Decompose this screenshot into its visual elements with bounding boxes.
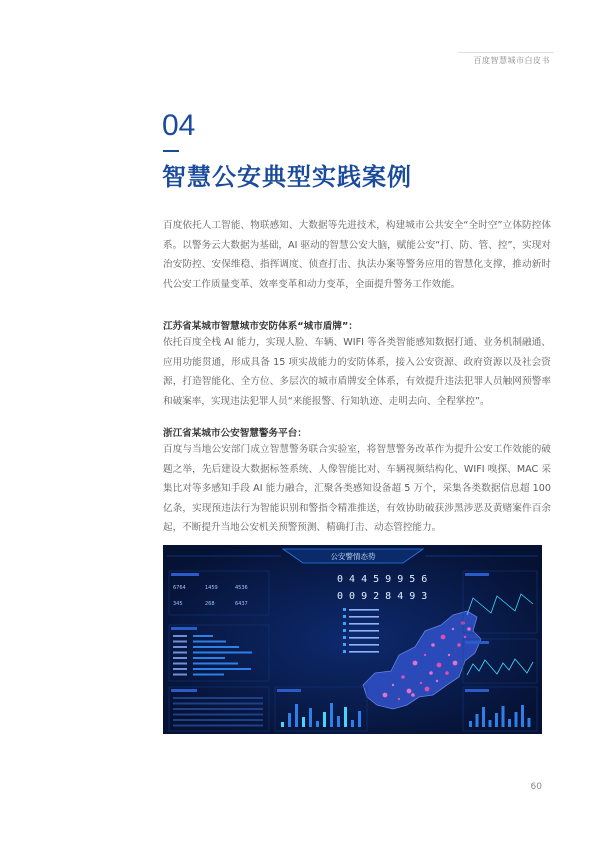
hotspot xyxy=(411,693,415,697)
legend-label xyxy=(349,616,379,618)
table-row-bar xyxy=(193,635,213,637)
case2-heading: 浙江省某城市公安智慧警务平台： xyxy=(163,428,307,439)
table-row-bar xyxy=(193,657,225,659)
bar xyxy=(482,707,485,727)
table-row xyxy=(173,725,263,727)
hotspot xyxy=(398,698,400,700)
bar xyxy=(351,720,354,727)
legend-marker xyxy=(343,608,346,611)
bar xyxy=(295,704,298,727)
legend-marker xyxy=(343,650,346,653)
table-row-label xyxy=(173,646,187,648)
table-row xyxy=(173,708,263,710)
table-row-bar xyxy=(193,646,239,648)
hotspot xyxy=(407,689,412,694)
hotspot xyxy=(429,671,433,675)
table-row-bar xyxy=(193,663,238,665)
table-row-label xyxy=(173,668,187,670)
bar xyxy=(515,712,518,727)
chapter-divider xyxy=(163,150,179,152)
dashboard-screenshot xyxy=(163,545,542,734)
hotspot xyxy=(457,643,461,647)
chapter-title: 智慧公安典型实践案例 xyxy=(162,163,412,191)
header-rule xyxy=(458,52,554,53)
hotspot xyxy=(441,635,446,640)
hotspot xyxy=(453,661,458,666)
hotspot xyxy=(383,693,388,698)
bar xyxy=(309,708,312,727)
bar xyxy=(281,722,284,727)
stat-5: 268 xyxy=(205,601,215,607)
bar xyxy=(330,703,333,727)
table-row xyxy=(173,714,263,716)
legend-marker xyxy=(343,629,346,632)
hotspot xyxy=(448,654,450,656)
stat-1: 6764 xyxy=(173,585,186,591)
hotspot xyxy=(431,643,435,647)
hotspot xyxy=(437,663,442,668)
case1-heading: 江苏省某城市智慧城市安防体系“城市盾牌”： xyxy=(163,321,358,332)
running-header: 百度智慧城市白皮书 xyxy=(473,56,550,65)
intro-paragraph: 百度依托人工智能、物联感知、大数据等先进技术，构建城市公共安全“全时空”立体防控体系。以警务云大数据为基础，AI 驱动的智慧公安大脑，赋能公安“打、防、管、控”，实现对治安防控、安保维稳、指挥调度、侦查打击、执法办案等警务应用的智慧化支撑，推动新时代公安工作质量变革、效率变革和动力变革，全面提升警务工作效能。 xyxy=(163,220,551,290)
bar xyxy=(489,720,492,727)
table-row xyxy=(173,703,263,705)
stat-3: 4536 xyxy=(235,585,248,591)
table-row xyxy=(173,697,263,699)
legend-label xyxy=(349,609,379,611)
legend-marker xyxy=(343,622,346,625)
hotspot xyxy=(445,671,449,675)
page-number: 60 xyxy=(530,782,542,792)
hotspot xyxy=(420,682,422,684)
table-row-bar xyxy=(193,652,252,654)
legend-label xyxy=(349,651,379,653)
hotspot xyxy=(425,687,430,692)
table-row-label xyxy=(173,635,187,637)
bar xyxy=(508,719,511,727)
table-row-label xyxy=(173,657,187,659)
table-row-label xyxy=(173,652,187,654)
case1-paragraph: 依托百度全栈 AI 能力，实现人脸、车辆、WIFI 等各类智能感知数据打通、业务机制融通、应用功能贯通，形成具备 15 项实战能力的安防体系，接入公安资源、政府资源以及社会资源，打造智能化、全方位、多层次的城市盾牌安全体系，有效提升违法犯罪人员触网预警率和破案率，实现违法犯罪人员“来能报警、行知轨迹、走明去向、全程掌控”。 xyxy=(163,337,551,407)
dashboard-graphic xyxy=(163,545,542,734)
stat-4: 345 xyxy=(173,601,183,607)
legend-label xyxy=(349,630,379,632)
table-row-bar xyxy=(193,674,224,676)
bar xyxy=(344,707,347,727)
bar xyxy=(316,721,319,727)
table-row-bar xyxy=(193,668,251,670)
legend-marker xyxy=(343,636,346,639)
counter-2: 0 0 9 2 8 4 9 3 xyxy=(337,591,428,602)
bar xyxy=(502,706,505,727)
hotspot xyxy=(464,636,466,638)
table-row-bar xyxy=(193,641,226,643)
dashboard-title: 公安警情态势 xyxy=(330,552,376,561)
hotspot xyxy=(467,627,471,631)
bar xyxy=(476,714,479,727)
table-row-label xyxy=(173,663,187,665)
hotspot xyxy=(424,654,426,656)
hotspot xyxy=(413,661,418,666)
bar xyxy=(528,718,531,727)
bar xyxy=(288,713,291,727)
hotspot xyxy=(401,675,405,679)
case2-paragraph: 百度与当地公安部门成立智慧警务联合实验室，将智慧警务改革作为提升公安工作效能的破题之举，先后建设大数据标签系统、人像智能比对、车辆视频结构化、WIFI 嗅探、MAC 采集比对等多感知手段 AI 能力融合，汇聚各类感知设备超 5 万个，采集各类数据信息超 100 亿条，实现预违法行为智能识别和警指令精准推送，有效协助破获涉黑涉恶及黄赌案件百余起，不断提升当地公安机关预警预测、精确打击、动态管控能力。 xyxy=(163,444,551,534)
hotspot xyxy=(436,680,438,682)
bar xyxy=(337,716,340,727)
chapter-number: 04 xyxy=(162,109,196,142)
legend-marker xyxy=(343,643,346,646)
bar xyxy=(521,705,524,727)
counter-1: 0 4 4 5 9 9 5 6 xyxy=(337,574,428,585)
stat-2: 1459 xyxy=(205,585,218,591)
stat-6: 6437 xyxy=(235,601,248,607)
hotspot xyxy=(452,628,454,630)
bar xyxy=(302,717,305,727)
legend-label xyxy=(349,637,379,639)
table-row-label xyxy=(173,641,187,643)
table-row xyxy=(173,719,263,721)
bar xyxy=(358,711,361,727)
legend-label xyxy=(349,623,379,625)
legend-marker xyxy=(343,615,346,618)
table-row-label xyxy=(173,674,187,676)
bar xyxy=(495,713,498,727)
hotspot xyxy=(392,684,394,686)
bar xyxy=(469,721,472,727)
legend-label xyxy=(349,644,379,646)
bar xyxy=(323,712,326,727)
